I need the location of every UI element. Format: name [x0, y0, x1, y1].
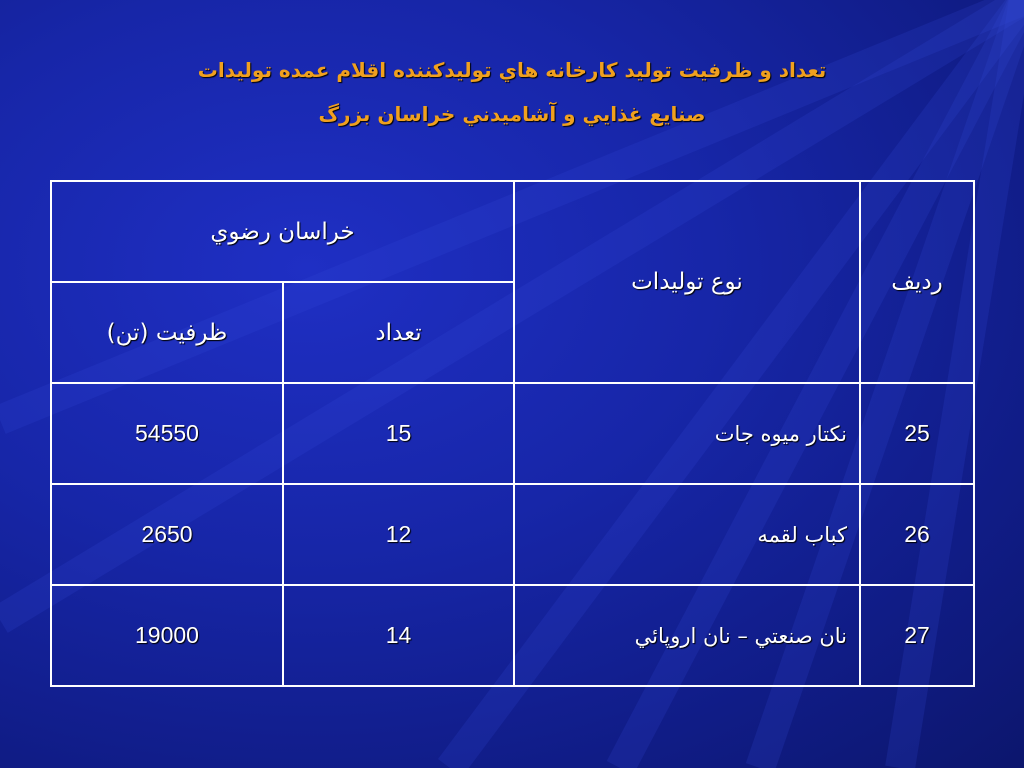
cell-count: 15 — [283, 383, 514, 484]
cell-capacity: 19000 — [51, 585, 283, 686]
header-capacity: ظرفيت (تن) — [51, 282, 283, 383]
header-product-type: نوع توليدات — [514, 181, 860, 383]
cell-capacity: 2650 — [51, 484, 283, 585]
table-row — [51, 585, 974, 686]
page-title-line-1: تعداد و ظرفيت توليد كارخانه هاي توليدكننده اقلام عمده توليدات — [197, 58, 827, 82]
cell-row-number: 26 — [860, 484, 974, 585]
cell-count: 14 — [283, 585, 514, 686]
cell-row-number: 27 — [860, 585, 974, 686]
cell-row-number: 25 — [860, 383, 974, 484]
header-row-1 — [51, 181, 974, 282]
table-row — [51, 383, 974, 484]
cell-product: نكتار ميوه جات — [514, 383, 860, 484]
page-title-line-2: صنايع غذايي و آشاميدني خراسان بزرگ — [318, 102, 706, 126]
table-row — [51, 484, 974, 585]
cell-product: نان صنعتي – نان اروپائي — [514, 585, 860, 686]
cell-capacity: 54550 — [51, 383, 283, 484]
cell-count: 12 — [283, 484, 514, 585]
header-row-number: رديف — [860, 181, 974, 383]
cell-product: كباب لقمه — [514, 484, 860, 585]
production-table — [50, 180, 975, 687]
header-region: خراسان رضوي — [51, 181, 514, 282]
header-count: تعداد — [283, 282, 514, 383]
